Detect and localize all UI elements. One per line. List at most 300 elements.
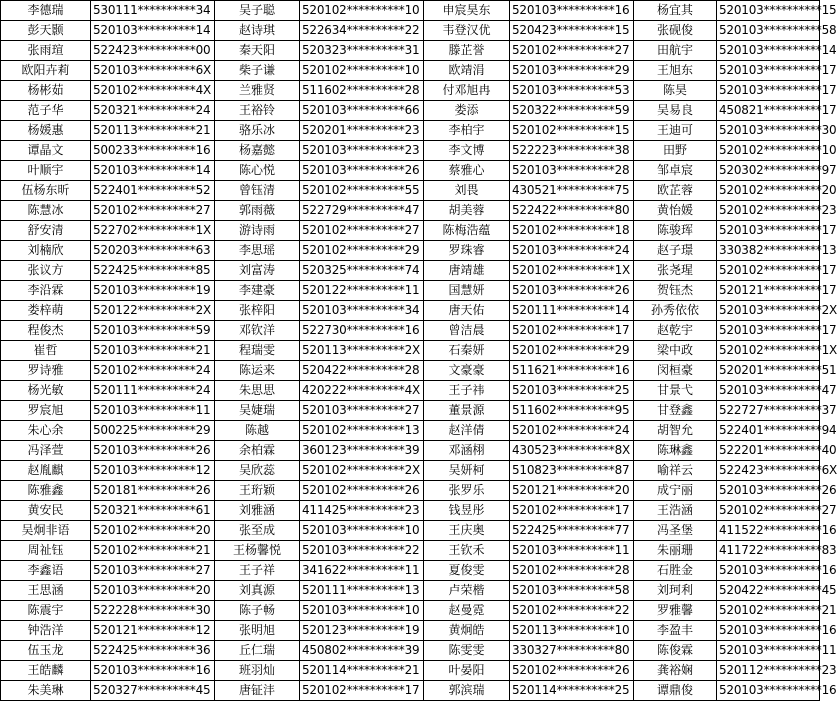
student-name-cell: 夏俊雯 bbox=[424, 561, 510, 581]
student-id-cell: 520102**********10 bbox=[300, 61, 424, 81]
student-name-cell: 唐靖雄 bbox=[424, 261, 510, 281]
table-row bbox=[1, 81, 820, 101]
student-name-cell: 张明旭 bbox=[215, 621, 300, 641]
student-id-cell: 520103**********24 bbox=[510, 241, 634, 261]
student-name-cell: 胡智允 bbox=[634, 421, 717, 441]
table-row bbox=[1, 21, 820, 41]
student-id-cell: 520103**********29 bbox=[510, 61, 634, 81]
student-name-cell: 田航宇 bbox=[634, 41, 717, 61]
table-row bbox=[1, 641, 820, 661]
student-id-cell: 520102**********22 bbox=[510, 601, 634, 621]
student-id-cell: 530111**********34 bbox=[91, 1, 215, 21]
student-id-cell: 522730**********16 bbox=[300, 321, 424, 341]
student-id-cell: 520321**********61 bbox=[91, 501, 215, 521]
student-name-cell: 王子祎 bbox=[424, 381, 510, 401]
student-name-cell: 王子祥 bbox=[215, 561, 300, 581]
student-id-cell: 520102**********18 bbox=[510, 221, 634, 241]
student-name-cell: 秦天阳 bbox=[215, 41, 300, 61]
student-id-cell: 522223**********38 bbox=[510, 141, 634, 161]
student-id-cell: 520111**********24 bbox=[91, 381, 215, 401]
student-id-cell: 520201**********23 bbox=[300, 121, 424, 141]
table-row bbox=[1, 381, 820, 401]
student-name-cell: 蔡雅心 bbox=[424, 161, 510, 181]
student-name-cell: 郭雨薇 bbox=[215, 201, 300, 221]
student-name-cell: 陈越 bbox=[215, 421, 300, 441]
student-name-cell: 陈心悦 bbox=[215, 161, 300, 181]
student-name-cell: 王钦禾 bbox=[424, 541, 510, 561]
student-name-cell: 程俊杰 bbox=[1, 321, 91, 341]
table-row bbox=[1, 461, 820, 481]
student-name-cell: 邹卓宸 bbox=[634, 161, 717, 181]
student-id-cell: 522401**********52 bbox=[91, 181, 215, 201]
student-name-cell: 王杨馨悦 bbox=[215, 541, 300, 561]
student-id-cell: 420222**********4X bbox=[300, 381, 424, 401]
table-row bbox=[1, 601, 820, 621]
student-name-cell: 陈俊霖 bbox=[634, 641, 717, 661]
student-name-cell: 龚裕娴 bbox=[634, 661, 717, 681]
student-name-cell: 罗诗雅 bbox=[1, 361, 91, 381]
student-id-cell: 520111**********13 bbox=[300, 581, 424, 601]
student-name-cell: 舒安清 bbox=[1, 221, 91, 241]
student-name-cell: 滕芷誉 bbox=[424, 41, 510, 61]
student-name-cell: 钟浩洋 bbox=[1, 621, 91, 641]
student-id-cell: 520102**********24 bbox=[510, 421, 634, 441]
student-name-cell: 张议方 bbox=[1, 261, 91, 281]
student-name-cell: 谭晶文 bbox=[1, 141, 91, 161]
student-id-cell: 522422**********80 bbox=[510, 201, 634, 221]
student-id-cell: 520103**********14 bbox=[91, 21, 215, 41]
student-name-cell: 伍杨东昕 bbox=[1, 181, 91, 201]
student-name-cell: 甘登鑫 bbox=[634, 401, 717, 421]
student-name-cell: 冯泽萱 bbox=[1, 441, 91, 461]
table-row bbox=[1, 581, 820, 601]
student-name-cell: 范子华 bbox=[1, 101, 91, 121]
student-id-cell: 520103**********34 bbox=[300, 301, 424, 321]
student-name-cell: 赵曼霓 bbox=[424, 601, 510, 621]
student-id-cell: 500225**********29 bbox=[91, 421, 215, 441]
student-id-cell: 520102**********15 bbox=[510, 121, 634, 141]
student-name-cell: 刘畏 bbox=[424, 181, 510, 201]
student-name-cell: 杨媛惠 bbox=[1, 121, 91, 141]
student-id-cell: 520111**********14 bbox=[510, 301, 634, 321]
student-name-cell: 陈骏珲 bbox=[634, 221, 717, 241]
student-id-cell: 520102**********10 bbox=[717, 141, 820, 161]
student-name-cell: 张罗乐 bbox=[424, 481, 510, 501]
student-name-cell: 董景源 bbox=[424, 401, 510, 421]
student-name-cell: 欧靖涓 bbox=[424, 61, 510, 81]
student-id-cell: 522425**********85 bbox=[91, 261, 215, 281]
student-name-cell: 刘珂利 bbox=[634, 581, 717, 601]
table-row bbox=[1, 361, 820, 381]
student-id-cell: 520423**********15 bbox=[510, 21, 634, 41]
table-row bbox=[1, 421, 820, 441]
student-id-cell: 520102**********17 bbox=[717, 261, 820, 281]
student-id-cell: 360123**********39 bbox=[300, 441, 424, 461]
student-name-cell: 朱思思 bbox=[215, 381, 300, 401]
student-name-cell: 钱昱彤 bbox=[424, 501, 510, 521]
student-name-cell: 黄怡媛 bbox=[634, 201, 717, 221]
student-name-cell: 赵诗琪 bbox=[215, 21, 300, 41]
student-name-cell: 冯圣堡 bbox=[634, 521, 717, 541]
student-id-cell: 520103**********17 bbox=[717, 221, 820, 241]
student-name-cell: 李思瑶 bbox=[215, 241, 300, 261]
table-row bbox=[1, 141, 820, 161]
student-id-cell: 520103**********14 bbox=[91, 161, 215, 181]
student-name-cell: 黄炯皓 bbox=[424, 621, 510, 641]
student-id-cell: 520102**********29 bbox=[300, 241, 424, 261]
student-id-cell: 520102**********1X bbox=[717, 341, 820, 361]
student-id-cell: 522423**********00 bbox=[91, 41, 215, 61]
student-id-cell: 522423**********6X bbox=[717, 461, 820, 481]
student-id-cell: 520103**********16 bbox=[91, 661, 215, 681]
student-name-cell: 陈昊 bbox=[634, 81, 717, 101]
table-row bbox=[1, 41, 820, 61]
student-name-cell: 石胜金 bbox=[634, 561, 717, 581]
student-name-cell: 李鑫语 bbox=[1, 561, 91, 581]
student-id-cell: 520102**********2X bbox=[300, 461, 424, 481]
student-name-cell: 叶顺宇 bbox=[1, 161, 91, 181]
student-name-cell: 丘仁瑞 bbox=[215, 641, 300, 661]
student-id-cell: 450821**********17 bbox=[717, 101, 820, 121]
student-id-cell: 330382**********13 bbox=[717, 241, 820, 261]
student-id-cell: 520122**********2X bbox=[91, 301, 215, 321]
student-id-cell: 341622**********11 bbox=[300, 561, 424, 581]
student-name-cell: 游诗雨 bbox=[215, 221, 300, 241]
student-id-cell: 520201**********51 bbox=[717, 361, 820, 381]
student-name-cell: 陈运来 bbox=[215, 361, 300, 381]
student-id-cell: 430521**********75 bbox=[510, 181, 634, 201]
student-id-cell: 520102**********17 bbox=[510, 501, 634, 521]
student-id-cell: 511621**********16 bbox=[510, 361, 634, 381]
student-id-cell: 520103**********10 bbox=[300, 601, 424, 621]
student-id-cell: 522425**********36 bbox=[91, 641, 215, 661]
table-row bbox=[1, 181, 820, 201]
student-id-cell: 520122**********11 bbox=[300, 281, 424, 301]
student-id-cell: 520103**********16 bbox=[717, 561, 820, 581]
student-name-cell: 崔哲 bbox=[1, 341, 91, 361]
student-name-cell: 欧阳卉莉 bbox=[1, 61, 91, 81]
student-id-cell: 520102**********23 bbox=[717, 201, 820, 221]
student-id-cell: 520103**********2X bbox=[717, 301, 820, 321]
student-id-cell: 520103**********25 bbox=[510, 381, 634, 401]
student-id-cell: 411522**********16 bbox=[717, 521, 820, 541]
student-name-cell: 叶晏阳 bbox=[424, 661, 510, 681]
table-row bbox=[1, 241, 820, 261]
student-id-cell: 520203**********63 bbox=[91, 241, 215, 261]
student-name-cell: 伍玉龙 bbox=[1, 641, 91, 661]
student-name-cell: 国慧妍 bbox=[424, 281, 510, 301]
student-id-cell: 520112**********23 bbox=[717, 661, 820, 681]
student-name-cell: 李文博 bbox=[424, 141, 510, 161]
student-id-cell: 520121**********12 bbox=[91, 621, 215, 641]
student-id-cell: 520103**********14 bbox=[717, 41, 820, 61]
student-id-cell: 520103**********16 bbox=[717, 621, 820, 641]
student-name-cell: 王旭东 bbox=[634, 61, 717, 81]
student-id-cell: 520123**********19 bbox=[300, 621, 424, 641]
student-id-cell: 520103**********11 bbox=[91, 401, 215, 421]
student-name-cell: 张雨瑄 bbox=[1, 41, 91, 61]
student-id-cell: 520103**********28 bbox=[510, 161, 634, 181]
student-id-cell: 520103**********26 bbox=[300, 161, 424, 181]
student-id-cell: 520103**********59 bbox=[91, 321, 215, 341]
student-id-cell: 520113**********2X bbox=[300, 341, 424, 361]
student-id-cell: 520302**********97 bbox=[717, 161, 820, 181]
table-row bbox=[1, 161, 820, 181]
student-id-cell: 450802**********39 bbox=[300, 641, 424, 661]
student-name-cell: 王浩涵 bbox=[634, 501, 717, 521]
student-name-cell: 李沿霖 bbox=[1, 281, 91, 301]
student-name-cell: 文豪豪 bbox=[424, 361, 510, 381]
student-id-cell: 520102**********27 bbox=[510, 41, 634, 61]
table-row bbox=[1, 521, 820, 541]
table-row bbox=[1, 401, 820, 421]
student-id-cell: 520103**********15 bbox=[717, 1, 820, 21]
student-id-cell: 520103**********17 bbox=[717, 81, 820, 101]
student-name-cell: 韦登汉优 bbox=[424, 21, 510, 41]
student-id-cell: 520114**********25 bbox=[510, 681, 634, 701]
student-id-cell: 520102**********29 bbox=[510, 341, 634, 361]
student-id-cell: 511602**********95 bbox=[510, 401, 634, 421]
student-id-cell: 522727**********37 bbox=[717, 401, 820, 421]
student-name-cell: 赵胤麒 bbox=[1, 461, 91, 481]
table-row bbox=[1, 101, 820, 121]
student-id-cell: 520103**********23 bbox=[300, 141, 424, 161]
student-id-cell: 520103**********16 bbox=[717, 681, 820, 701]
student-name-cell: 唐钲沣 bbox=[215, 681, 300, 701]
table-row bbox=[1, 441, 820, 461]
student-name-cell: 陈子畅 bbox=[215, 601, 300, 621]
student-name-cell: 贺钰杰 bbox=[634, 281, 717, 301]
student-name-cell: 李建豪 bbox=[215, 281, 300, 301]
student-id-cell: 522425**********77 bbox=[510, 521, 634, 541]
student-name-cell: 谭鼎俊 bbox=[634, 681, 717, 701]
student-id-cell: 520103**********20 bbox=[91, 581, 215, 601]
student-name-cell: 王思涵 bbox=[1, 581, 91, 601]
table-row bbox=[1, 281, 820, 301]
student-id-cell: 510823**********87 bbox=[510, 461, 634, 481]
student-name-cell: 郭滨瑞 bbox=[424, 681, 510, 701]
student-id-cell: 520102**********1X bbox=[510, 261, 634, 281]
student-id-cell: 522702**********1X bbox=[91, 221, 215, 241]
student-id-cell: 520103**********17 bbox=[717, 61, 820, 81]
student-name-cell: 胡美蓉 bbox=[424, 201, 510, 221]
student-name-cell: 邓涵栩 bbox=[424, 441, 510, 461]
student-name-cell: 吴子聪 bbox=[215, 1, 300, 21]
student-name-cell: 娄添 bbox=[424, 101, 510, 121]
student-name-cell: 李德瑞 bbox=[1, 1, 91, 21]
student-name-cell: 张至成 bbox=[215, 521, 300, 541]
student-id-cell: 511602**********28 bbox=[300, 81, 424, 101]
student-id-cell: 520103**********27 bbox=[300, 401, 424, 421]
student-id-cell: 520103**********6X bbox=[91, 61, 215, 81]
student-id-cell: 520103**********53 bbox=[510, 81, 634, 101]
student-id-cell: 520103**********26 bbox=[717, 481, 820, 501]
student-name-cell: 杨宜其 bbox=[634, 1, 717, 21]
student-id-cell: 520103**********66 bbox=[300, 101, 424, 121]
student-name-cell: 陈梅浩蕴 bbox=[424, 221, 510, 241]
table-row bbox=[1, 541, 820, 561]
student-name-cell: 成宁丽 bbox=[634, 481, 717, 501]
student-id-cell: 522401**********94 bbox=[717, 421, 820, 441]
student-id-cell: 520102**********10 bbox=[300, 1, 424, 21]
table-row bbox=[1, 481, 820, 501]
student-name-cell: 杨光敏 bbox=[1, 381, 91, 401]
table-row bbox=[1, 681, 820, 701]
student-name-cell: 吴妍柯 bbox=[424, 461, 510, 481]
table-row bbox=[1, 261, 820, 281]
student-name-cell: 兰雅贤 bbox=[215, 81, 300, 101]
student-name-cell: 曾洁晨 bbox=[424, 321, 510, 341]
student-name-cell: 喻祥云 bbox=[634, 461, 717, 481]
student-id-cell: 520102**********17 bbox=[510, 321, 634, 341]
table-row bbox=[1, 621, 820, 641]
student-id-cell: 520323**********31 bbox=[300, 41, 424, 61]
student-name-cell: 朱心余 bbox=[1, 421, 91, 441]
student-id-cell: 520121**********17 bbox=[717, 281, 820, 301]
student-id-cell: 520102**********13 bbox=[300, 421, 424, 441]
student-name-cell: 杨嘉懿 bbox=[215, 141, 300, 161]
student-id-cell: 500233**********16 bbox=[91, 141, 215, 161]
student-id-cell: 520102**********26 bbox=[510, 661, 634, 681]
student-name-cell: 王庆奥 bbox=[424, 521, 510, 541]
student-id-cell: 520103**********26 bbox=[510, 281, 634, 301]
table-row bbox=[1, 341, 820, 361]
student-name-cell: 朱美琳 bbox=[1, 681, 91, 701]
student-id-cell: 520422**********45 bbox=[717, 581, 820, 601]
student-name-cell: 赵洋倩 bbox=[424, 421, 510, 441]
student-id-cell: 520103**********47 bbox=[717, 381, 820, 401]
table-row bbox=[1, 321, 820, 341]
student-name-cell: 吴婕瑞 bbox=[215, 401, 300, 421]
student-id-cell: 520102**********27 bbox=[300, 221, 424, 241]
student-id-cell: 522729**********47 bbox=[300, 201, 424, 221]
student-id-cell: 520422**********28 bbox=[300, 361, 424, 381]
student-name-cell: 朱丽珊 bbox=[634, 541, 717, 561]
student-name-cell: 吴易良 bbox=[634, 101, 717, 121]
student-name-cell: 张梓阳 bbox=[215, 301, 300, 321]
student-name-cell: 曾钰清 bbox=[215, 181, 300, 201]
student-name-cell: 周祉钰 bbox=[1, 541, 91, 561]
student-name-cell: 石秦妍 bbox=[424, 341, 510, 361]
student-name-cell: 赵子璟 bbox=[634, 241, 717, 261]
student-name-cell: 陈琳鑫 bbox=[634, 441, 717, 461]
student-name-cell: 李盈丰 bbox=[634, 621, 717, 641]
student-id-cell: 520103**********21 bbox=[91, 341, 215, 361]
student-id-cell: 520103**********10 bbox=[300, 521, 424, 541]
student-name-cell: 彭天颢 bbox=[1, 21, 91, 41]
student-id-cell: 520103**********22 bbox=[300, 541, 424, 561]
student-name-cell: 陈雅鑫 bbox=[1, 481, 91, 501]
student-name-cell: 孙秀依依 bbox=[634, 301, 717, 321]
student-id-cell: 520321**********24 bbox=[91, 101, 215, 121]
student-id-cell: 520102**********28 bbox=[510, 561, 634, 581]
student-id-cell: 520102**********27 bbox=[91, 201, 215, 221]
student-id-cell: 520102**********21 bbox=[717, 601, 820, 621]
student-name-cell: 唐天佑 bbox=[424, 301, 510, 321]
student-name-cell: 杨彬茹 bbox=[1, 81, 91, 101]
student-name-cell: 申宸昊东 bbox=[424, 1, 510, 21]
student-name-cell: 王珩颖 bbox=[215, 481, 300, 501]
student-id-cell: 520113**********10 bbox=[510, 621, 634, 641]
student-id-cell: 430523**********8X bbox=[510, 441, 634, 461]
student-id-cell: 520102**********17 bbox=[300, 681, 424, 701]
student-id-cell: 411425**********23 bbox=[300, 501, 424, 521]
student-name-cell: 罗雅馨 bbox=[634, 601, 717, 621]
student-name-cell: 刘真源 bbox=[215, 581, 300, 601]
student-name-cell: 罗珠睿 bbox=[424, 241, 510, 261]
student-id-cell: 520102**********4X bbox=[91, 81, 215, 101]
student-name-cell: 梁中政 bbox=[634, 341, 717, 361]
student-id-cell: 522228**********30 bbox=[91, 601, 215, 621]
table-row bbox=[1, 1, 820, 21]
student-id-cell: 520103**********26 bbox=[91, 441, 215, 461]
student-id-cell: 520103**********12 bbox=[91, 461, 215, 481]
student-id-cell: 520103**********58 bbox=[717, 21, 820, 41]
student-id-cell: 520102**********27 bbox=[717, 501, 820, 521]
student-id-cell: 520114**********21 bbox=[300, 661, 424, 681]
student-id-cell: 520102**********55 bbox=[300, 181, 424, 201]
student-name-cell: 李柏宇 bbox=[424, 121, 510, 141]
table-row bbox=[1, 661, 820, 681]
student-id-cell: 522201**********40 bbox=[717, 441, 820, 461]
student-id-cell: 520121**********20 bbox=[510, 481, 634, 501]
table-row bbox=[1, 301, 820, 321]
table-row bbox=[1, 61, 820, 81]
student-name-cell: 欧芷蓉 bbox=[634, 181, 717, 201]
student-name-cell: 卢荣楷 bbox=[424, 581, 510, 601]
student-id-cell: 520103**********27 bbox=[91, 561, 215, 581]
student-name-cell: 娄梓萌 bbox=[1, 301, 91, 321]
table-row bbox=[1, 221, 820, 241]
student-name-cell: 程瑞雯 bbox=[215, 341, 300, 361]
student-id-cell: 520181**********26 bbox=[91, 481, 215, 501]
student-name-cell: 王裕铃 bbox=[215, 101, 300, 121]
table-row bbox=[1, 121, 820, 141]
student-name-cell: 刘雅涵 bbox=[215, 501, 300, 521]
student-id-cell: 520103**********58 bbox=[510, 581, 634, 601]
table-row bbox=[1, 561, 820, 581]
student-name-cell: 张砚俊 bbox=[634, 21, 717, 41]
student-name-cell: 田野 bbox=[634, 141, 717, 161]
student-name-cell: 王迪可 bbox=[634, 121, 717, 141]
student-name-cell: 邓钦洋 bbox=[215, 321, 300, 341]
student-name-cell: 黄安民 bbox=[1, 501, 91, 521]
student-name-cell: 罗宸旭 bbox=[1, 401, 91, 421]
student-name-cell: 赵乾宇 bbox=[634, 321, 717, 341]
student-id-cell: 520102**********26 bbox=[300, 481, 424, 501]
student-name-cell: 班羽灿 bbox=[215, 661, 300, 681]
student-id-cell: 520103**********30 bbox=[717, 121, 820, 141]
student-id-cell: 520103**********17 bbox=[717, 321, 820, 341]
student-id-cell: 520103**********16 bbox=[510, 1, 634, 21]
student-id-cell: 330327**********80 bbox=[510, 641, 634, 661]
student-name-cell: 余柏霖 bbox=[215, 441, 300, 461]
student-id-cell: 520103**********19 bbox=[91, 281, 215, 301]
student-id-cell: 520103**********11 bbox=[510, 541, 634, 561]
student-id-cell: 520322**********59 bbox=[510, 101, 634, 121]
student-name-cell: 陈震宇 bbox=[1, 601, 91, 621]
student-name-cell: 付邓旭冉 bbox=[424, 81, 510, 101]
student-name-cell: 甘景弋 bbox=[634, 381, 717, 401]
student-id-cell: 411722**********83 bbox=[717, 541, 820, 561]
student-name-cell: 刘富涛 bbox=[215, 261, 300, 281]
student-id-cell: 522634**********22 bbox=[300, 21, 424, 41]
student-name-cell: 陈雯雯 bbox=[424, 641, 510, 661]
table-row bbox=[1, 201, 820, 221]
student-name-cell: 吴欣蕊 bbox=[215, 461, 300, 481]
student-id-cell: 520102**********20 bbox=[717, 181, 820, 201]
student-name-cell: 吴炯非语 bbox=[1, 521, 91, 541]
